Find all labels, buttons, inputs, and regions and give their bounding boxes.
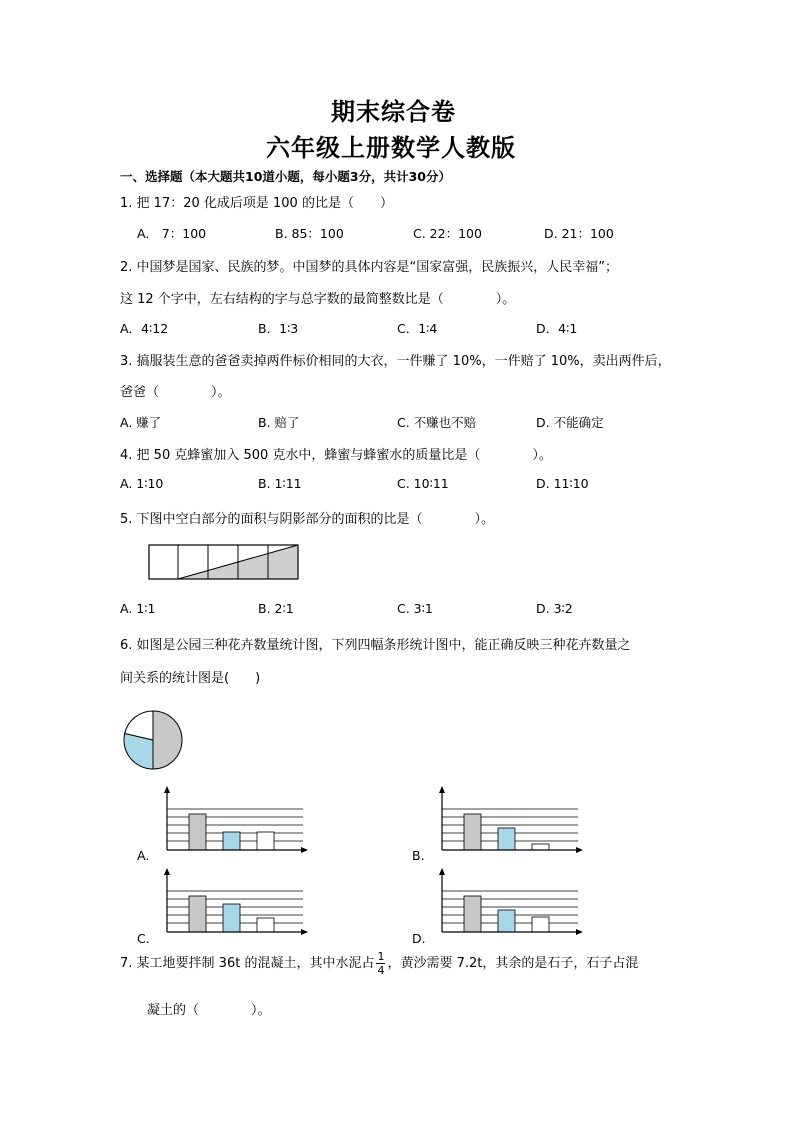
q7-fraction-numerator: 1 <box>377 950 385 963</box>
q4-option-a: A. 1∶10 <box>120 476 164 491</box>
q4-option-b: B. 1∶11 <box>258 476 302 491</box>
bar-c-1 <box>189 896 206 932</box>
q6-bar-chart-a <box>158 786 308 856</box>
q6-bar-chart-d <box>433 868 583 938</box>
q6-label-d: D. <box>412 931 426 946</box>
bar-a-2 <box>223 832 240 850</box>
q1-option-d: D. 21：100 <box>544 226 614 241</box>
bar-c-3 <box>257 918 274 932</box>
q7-fraction <box>376 950 385 977</box>
question-7-line2: 凝土的（ ）。 <box>147 1003 271 1018</box>
question-6-line1: 6. 如图是公园三种花卉数量统计图，下列四幅条形统计图中，能正确反映三种花卉数量之 <box>120 638 631 653</box>
q6-bar-chart-b <box>433 786 583 856</box>
question-5: 5. 下图中空白部分的面积与阴影部分的面积的比是（ ）。 <box>120 512 495 527</box>
q6-label-c: C. <box>137 931 150 946</box>
q5-option-c: C. 3∶1 <box>397 601 433 616</box>
question-4: 4. 把 50 克蜂蜜加入 500 克水中，蜂蜜与蜂蜜水的质量比是（ ）。 <box>120 448 552 463</box>
q2-option-c: C．1∶4 <box>397 321 438 336</box>
q5-option-b: B. 2∶1 <box>258 601 294 616</box>
q2-option-d: D．4∶1 <box>536 321 578 336</box>
q4-option-c: C. 10∶11 <box>397 476 449 491</box>
q3-option-d: D. 不能确定 <box>536 415 604 430</box>
question-2-line1: 2. 中国梦是国家、民族的梦。中国梦的具体内容是“国家富强，民族振兴，人民幸福”； <box>120 260 619 275</box>
q2-option-b: B．1∶3 <box>258 321 299 336</box>
q1-option-b: B. 85：100 <box>275 226 344 241</box>
question-3-line2: 爸爸（ ）。 <box>120 385 231 400</box>
q5-figure <box>148 544 300 580</box>
page-title: 期末综合卷 <box>331 98 456 126</box>
bar-c-2 <box>223 904 240 932</box>
bar-a-1 <box>189 814 206 850</box>
question-6-line2: 间关系的统计图是( ) <box>120 671 261 686</box>
bar-d-1 <box>464 896 481 932</box>
q2-option-a: A．4∶12 <box>120 321 169 336</box>
question-3-line1: 3. 搞服装生意的爸爸卖掉两件标价相同的大衣，一件赚了 10%，一件赔了 10%，卖出两件后， <box>120 354 671 369</box>
q5-option-a: A. 1∶1 <box>120 601 156 616</box>
question-7-line1 <box>120 950 638 977</box>
q6-pie-chart <box>123 710 183 770</box>
question-1: 1. 把 17：20 化成后项是 100 的比是（ ） <box>120 196 393 211</box>
q3-option-a: A. 赚了 <box>120 415 162 430</box>
bar-d-2 <box>498 910 515 932</box>
q3-option-b: B. 赔了 <box>258 415 300 430</box>
section-header: 一、选择题（本大题共10道小题，每小题3分，共计30分） <box>120 169 451 184</box>
q7-text-part1: 7. 某工地要拌制 36t 的混凝土，其中水泥占 <box>120 956 375 971</box>
q1-option-a: A. 7：100 <box>137 226 207 241</box>
q1-option-c: C. 22：100 <box>413 226 482 241</box>
q7-fraction-denominator: 4 <box>377 964 385 977</box>
q3-option-c: C. 不赚也不赔 <box>397 415 477 430</box>
pie-slice-gray <box>153 711 182 769</box>
q6-bar-chart-c <box>158 868 308 938</box>
q6-label-a: A. <box>137 848 150 863</box>
q6-label-b: B. <box>412 848 425 863</box>
bar-b-3 <box>532 844 549 850</box>
bar-b-2 <box>498 828 515 850</box>
bar-d-3 <box>532 917 549 932</box>
page-subtitle: 六年级上册数学人教版 <box>266 134 516 162</box>
q4-option-d: D. 11∶10 <box>536 476 589 491</box>
bar-b-1 <box>464 814 481 850</box>
question-2-line2: 这 12 个字中，左右结构的字与总字数的最简整数比是（ ）。 <box>120 292 516 307</box>
q5-option-d: D. 3∶2 <box>536 601 573 616</box>
q7-text-part2: ，黄沙需要 7.2t，其余的是石子，石子占混 <box>387 956 639 971</box>
bar-a-3 <box>257 832 274 850</box>
